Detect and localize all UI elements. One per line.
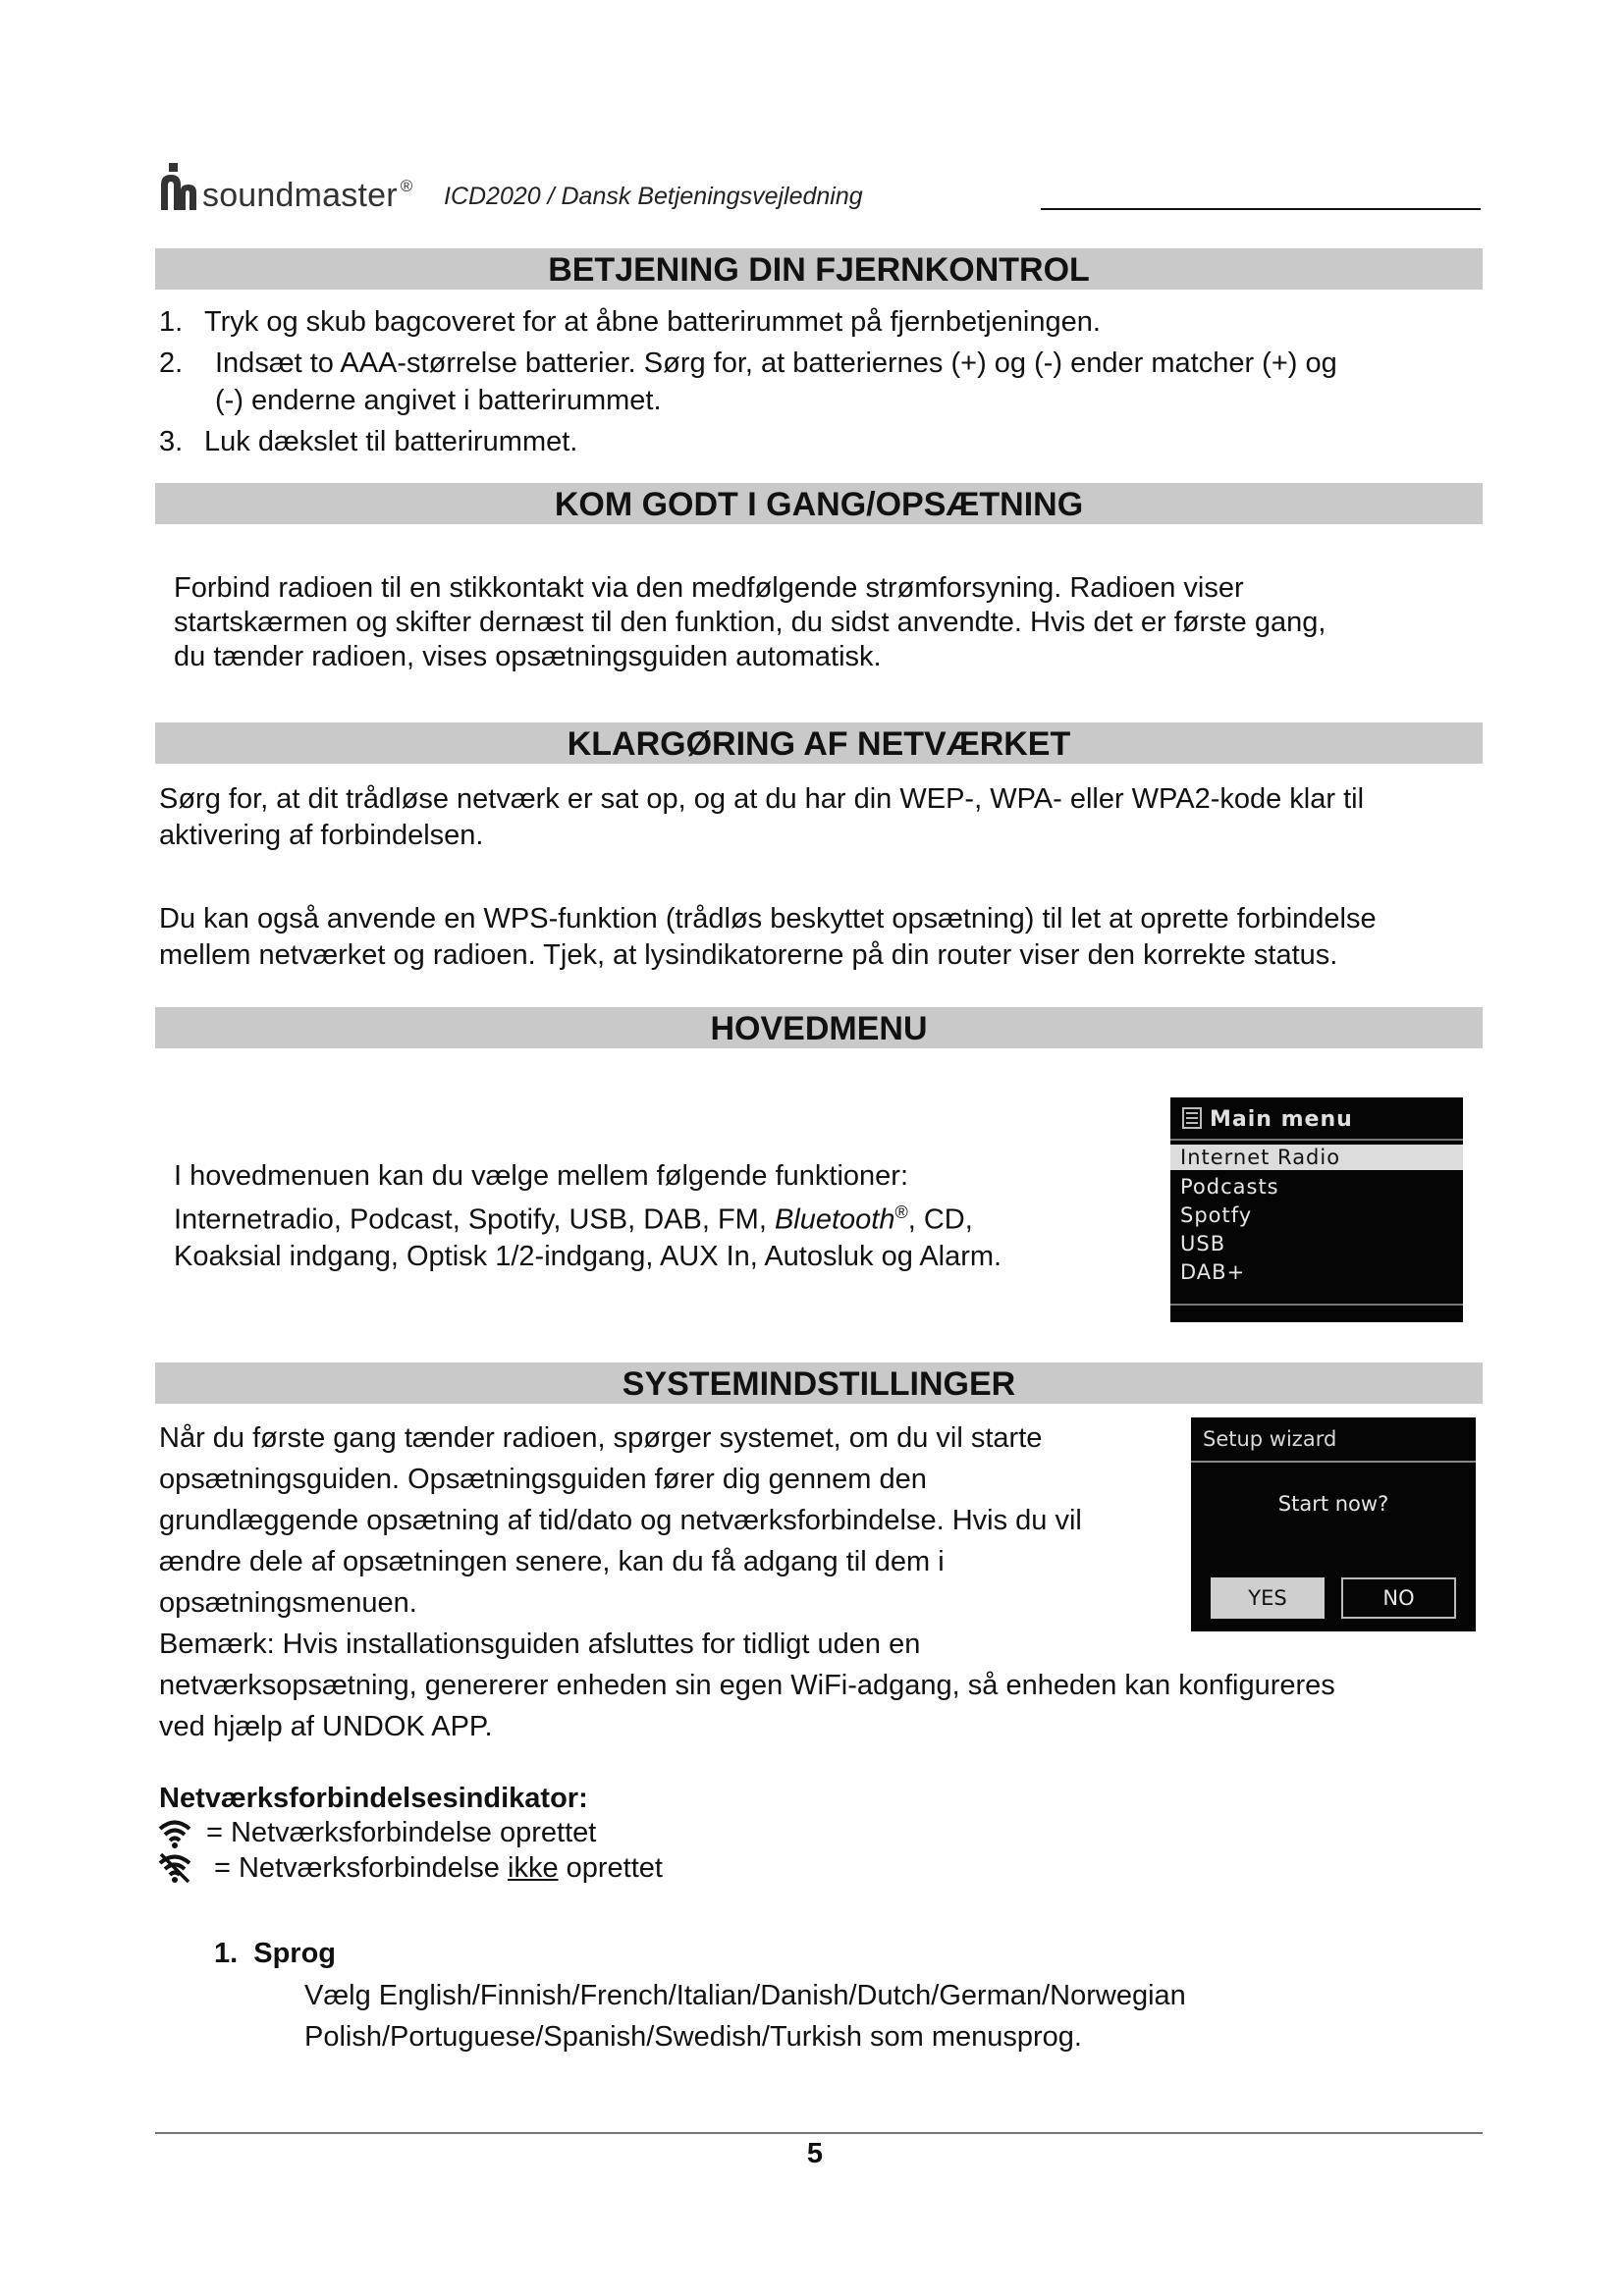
indicator-not-connected-text	[214, 1850, 663, 1887]
indicator-connected-text: = Netværksforbindelse oprettet	[206, 1817, 597, 1848]
menu-item-podcasts[interactable]: Podcasts	[1180, 1175, 1279, 1199]
list-number: 2.	[159, 347, 184, 379]
registered-mark: ®	[400, 177, 413, 195]
screen-divider	[1191, 1461, 1476, 1463]
brand-logo	[159, 157, 412, 212]
subsection-title: Sprog	[253, 1938, 337, 1969]
function-list-text-end: , CD,	[907, 1203, 973, 1236]
paragraph-line: Vælg English/Finnish/French/Italian/Danish/Dutch/German/Norwegian	[304, 1980, 1186, 2011]
paragraph-line: aktivering af forbindelsen.	[159, 820, 484, 851]
paragraph-line: opsætningsguiden. Opsætningsguiden fører dig gennem den	[159, 1464, 927, 1495]
screen-divider	[1170, 1139, 1463, 1141]
footer-rule	[155, 2132, 1483, 2134]
list-number: 1.	[159, 306, 184, 338]
function-list-text: Internetradio, Podcast, Spotify, USB, DAB, FM,	[174, 1203, 775, 1236]
menu-list-icon	[1182, 1107, 1202, 1129]
paragraph-line: ved hjælp af UNDOK APP.	[159, 1711, 493, 1742]
soundmaster-logo-icon	[159, 161, 198, 212]
menu-item-dab[interactable]: DAB+	[1180, 1260, 1246, 1284]
section-bar-system-settings: SYSTEMINDSTILLINGER	[155, 1362, 1483, 1404]
paragraph-line: Polish/Portuguese/Spanish/Swedish/Turkish som menusprog.	[304, 2021, 1082, 2053]
section-bar-remote: BETJENING DIN FJERNKONTROL	[155, 248, 1483, 290]
paragraph-line: I hovedmenuen kan du vælge mellem følgende funktioner:	[174, 1160, 908, 1192]
remote-steps-list	[159, 304, 1475, 461]
wifi-connected-icon	[157, 1818, 192, 1849]
header-rule	[1041, 208, 1481, 210]
screen-divider	[1170, 1304, 1463, 1306]
section-bar-main-menu: HOVEDMENU	[155, 1007, 1483, 1048]
main-menu-screen	[1170, 1097, 1463, 1322]
network-paragraph-1	[159, 781, 1364, 854]
paragraph-line: Sørg for, at dit trådløse netværk er sat op, og at du har din WEP-, WPA- eller WPA2-kode klar til	[159, 783, 1365, 815]
paragraph-line	[174, 1195, 1001, 1239]
menu-item-spotify[interactable]: Spotfy	[1180, 1203, 1253, 1227]
indicator-text-part: = Netværksforbindelse	[214, 1852, 508, 1884]
paragraph-line: netværksopsætning, genererer enheden sin egen WiFi-adgang, så enheden kan konfigureres	[159, 1670, 1335, 1701]
paragraph-line: Bemærk: Hvis installationsguiden afsluttes for tidligt uden en	[159, 1629, 921, 1660]
language-paragraph	[304, 1975, 1186, 2057]
getting-started-paragraph	[174, 571, 1326, 674]
page-number: 5	[806, 2138, 824, 2169]
paragraph-line: startskærmen og skifter dernæst til den funktion, du sidst anvendte. Hvis det er første gang,	[174, 607, 1326, 638]
paragraph-line: opsætningsmenuen.	[159, 1587, 417, 1619]
main-menu-paragraph	[174, 1158, 1001, 1275]
list-text: Tryk og skub bagcoveret for at åbne batterirummet på fjernbetjeningen.	[204, 306, 1101, 338]
paragraph-line: Forbind radioen til en stikkontakt via den medfølgende strømforsyning. Radioen viser	[174, 572, 1244, 604]
bluetooth-text: Bluetooth	[774, 1203, 895, 1236]
setup-wizard-screen	[1191, 1417, 1476, 1631]
list-text-continued: (-) enderne angivet i batterirummet.	[215, 385, 662, 416]
underlined-word: ikke	[508, 1852, 559, 1884]
menu-item-usb[interactable]: USB	[1180, 1232, 1226, 1255]
section-bar-getting-started: KOM GODT I GANG/OPSÆTNING	[155, 483, 1483, 524]
brand-name: soundmaster	[202, 177, 398, 214]
registered-mark: ®	[894, 1202, 908, 1222]
section-bar-network: KLARGØRING AF NETVÆRKET	[155, 722, 1483, 764]
system-settings-paragraph	[159, 1417, 1335, 1747]
list-text: Indsæt to AAA-størrelse batterier. Sørg for, at batteriernes (+) og (-) ender matcher (+) og	[215, 347, 1337, 379]
paragraph-line: Koaksial indgang, Optisk 1/2-indgang, AUX In, Autosluk og Alarm.	[174, 1240, 1002, 1272]
list-text: Luk dækslet til batterirummet.	[204, 426, 578, 457]
subsection-number: 1.	[214, 1938, 239, 1969]
subsection-language-heading	[214, 1936, 336, 1972]
paragraph-line: ændre dele af opsætningen senere, kan du få adgang til dem i	[159, 1546, 945, 1577]
paragraph-line: Når du første gang tænder radioen, spørger systemet, om du vil starte	[159, 1422, 1043, 1454]
yes-button[interactable]: YES	[1211, 1577, 1325, 1619]
indicator-heading: Netværksforbindelsesindikator:	[159, 1783, 588, 1814]
wifi-disconnected-icon	[157, 1852, 192, 1884]
paragraph-line: mellem netværket og radioen. Tjek, at lysindikatorerne på din router viser den korrekte status.	[159, 939, 1338, 971]
list-number: 3.	[159, 426, 184, 457]
paragraph-line: Du kan også anvende en WPS-funktion (trådløs beskyttet opsætning) til let at oprette forbindelse	[159, 903, 1377, 934]
no-button[interactable]: NO	[1341, 1577, 1456, 1619]
document-title: ICD2020 / Dansk Betjeningsvejledning	[444, 183, 863, 210]
network-paragraph-2	[159, 901, 1377, 974]
setup-wizard-question: Start now?	[1277, 1492, 1389, 1516]
paragraph-line: grundlæggende opsætning af tid/dato og netværksforbindelse. Hvis du vil	[159, 1505, 1082, 1536]
setup-wizard-title: Setup wizard	[1203, 1427, 1337, 1451]
paragraph-line: du tænder radioen, vises opsætningsguiden automatisk.	[174, 641, 882, 672]
menu-item-internet-radio[interactable]: Internet Radio	[1180, 1146, 1341, 1169]
indicator-text-part: oprettet	[558, 1852, 663, 1884]
main-menu-title: Main menu	[1210, 1107, 1353, 1132]
